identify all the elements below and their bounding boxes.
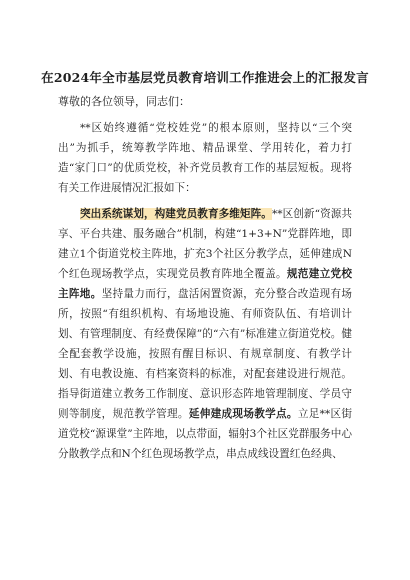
section-text-2: 坚持量力而行，盘活闲置资源，充分整合改造现有场所，按照“有组织机构、有场地设施、有师资队伍、有培训计划、有管理制度、有经费保障”的“六有”标准建立街道党校。健全配套教学设施，按照有醒目标识、有规章制度、有教学计划、有电教设施、有档案资料的标准，对配套建设进行规范。指导街道建立教务工作制度、意识形态阵地管理制度、学员守则等制度，规范教学管理。 <box>58 288 353 420</box>
section-text-3: 立足**区街道党校“源课堂”主阵地，以点带面，辐射3个社区党群服务中心分散教学点和N个红色现场教学点，串点成线设置红色经典、 <box>58 408 353 460</box>
salutation: 尊敬的各位领导，同志们： <box>58 95 190 108</box>
intro-text: **区始终遵循“党校姓党”的根本原则，坚持以“三个突出”为抓手，统筹教学阵地、精品课堂、学用转化，着力打造“家门口”的优质党校，补齐党员教育工作的基层短板。现将有关工作进展情况汇报如下： <box>58 122 352 194</box>
section-text: **区创新“资源共享、平台共建、服务融合”机制，构建“1+3+N”党群阵地，即建立1个街道党校主阵地，扩充3个社区分教学点，延伸建成N个红色现场教学点，实现党员教育阵地全覆盖。 <box>58 208 352 280</box>
subheading-main-base: 规范建立党校主阵地。 <box>58 268 353 300</box>
section-heading: 突出系统谋划，构建党员教育多维矩阵。 <box>80 208 272 220</box>
document-body <box>58 118 352 470</box>
subheading-site-teaching: 延伸建成现场教学点。 <box>188 408 298 420</box>
document-title: 在2024年全市基层党员教育培训工作推进会上的汇报发言 <box>41 70 369 85</box>
intro-paragraph <box>58 118 352 198</box>
section-paragraph <box>58 204 352 464</box>
